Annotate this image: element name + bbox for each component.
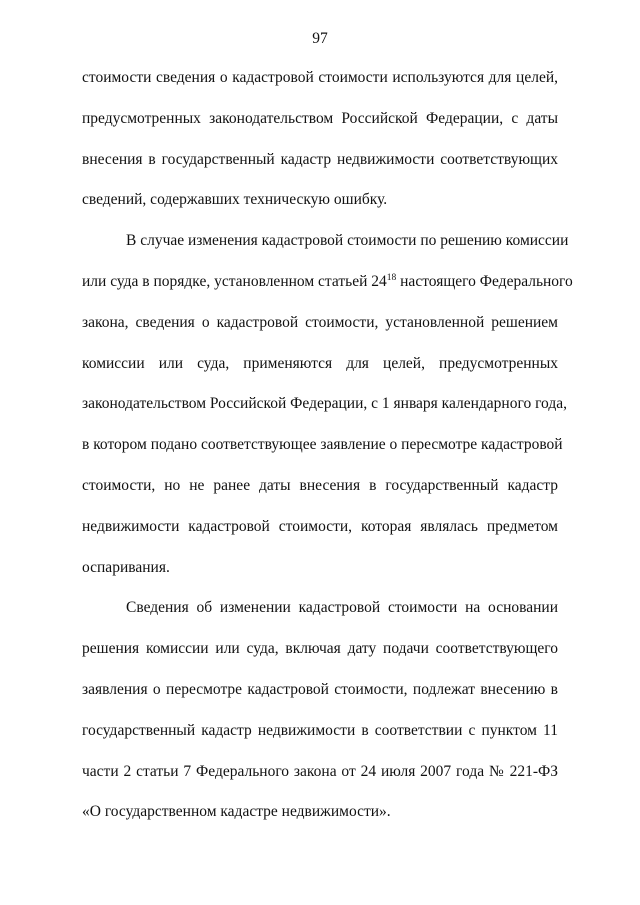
text-line: в котором подано соответствующее заявление о пересмотре кадастровой — [82, 436, 563, 454]
text-line: Сведения об изменении кадастровой стоимости на основании — [126, 599, 558, 617]
paragraph-2 — [82, 227, 573, 594]
text-line: законодательством Российской Федерации, с 1 января календарного года, — [82, 395, 567, 413]
text-fragment: настоящего Федерального — [396, 272, 573, 290]
text-line: заявления о пересмотре кадастровой стоимости, подлежат внесению в — [82, 680, 558, 698]
paragraph-1 — [82, 64, 558, 227]
document-body — [82, 64, 573, 839]
text-line: В случае изменения кадастровой стоимости по решению комиссии — [126, 232, 569, 250]
text-line: оспаривания. — [82, 558, 170, 576]
text-line: стоимости, но не ранее даты внесения в государственный кадастр — [82, 476, 558, 494]
text-line-with-superscript — [82, 268, 573, 309]
text-line: части 2 статьи 7 Федерального закона от 24 июля 2007 года № 221-ФЗ — [82, 762, 558, 780]
text-line: комиссии или суда, применяются для целей, предусмотренных — [82, 354, 558, 372]
text-line: предусмотренных законодательством Российской Федерации, с даты — [82, 109, 558, 127]
page-number: 97 — [312, 30, 328, 47]
text-line: сведений, содержавших техническую ошибку. — [82, 191, 388, 209]
text-line: государственный кадастр недвижимости в соответствии с пунктом 11 — [82, 721, 558, 739]
text-line: внесения в государственный кадастр недвижимости соответствующих — [82, 150, 558, 168]
paragraph-3 — [82, 594, 558, 839]
text-line: закона, сведения о кадастровой стоимости, установленной решением — [82, 313, 558, 331]
text-line: «О государственном кадастре недвижимости». — [82, 803, 391, 821]
text-line: стоимости сведения о кадастровой стоимости используются для целей, — [82, 69, 558, 86]
text-fragment: или суда в порядке, установленном статьей 24 — [82, 272, 387, 290]
article-superscript: 18 — [386, 272, 397, 283]
text-line: решения комиссии или суда, включая дату подачи соответствующего — [82, 640, 558, 658]
text-line: недвижимости кадастровой стоимости, которая являлась предметом — [82, 517, 558, 535]
